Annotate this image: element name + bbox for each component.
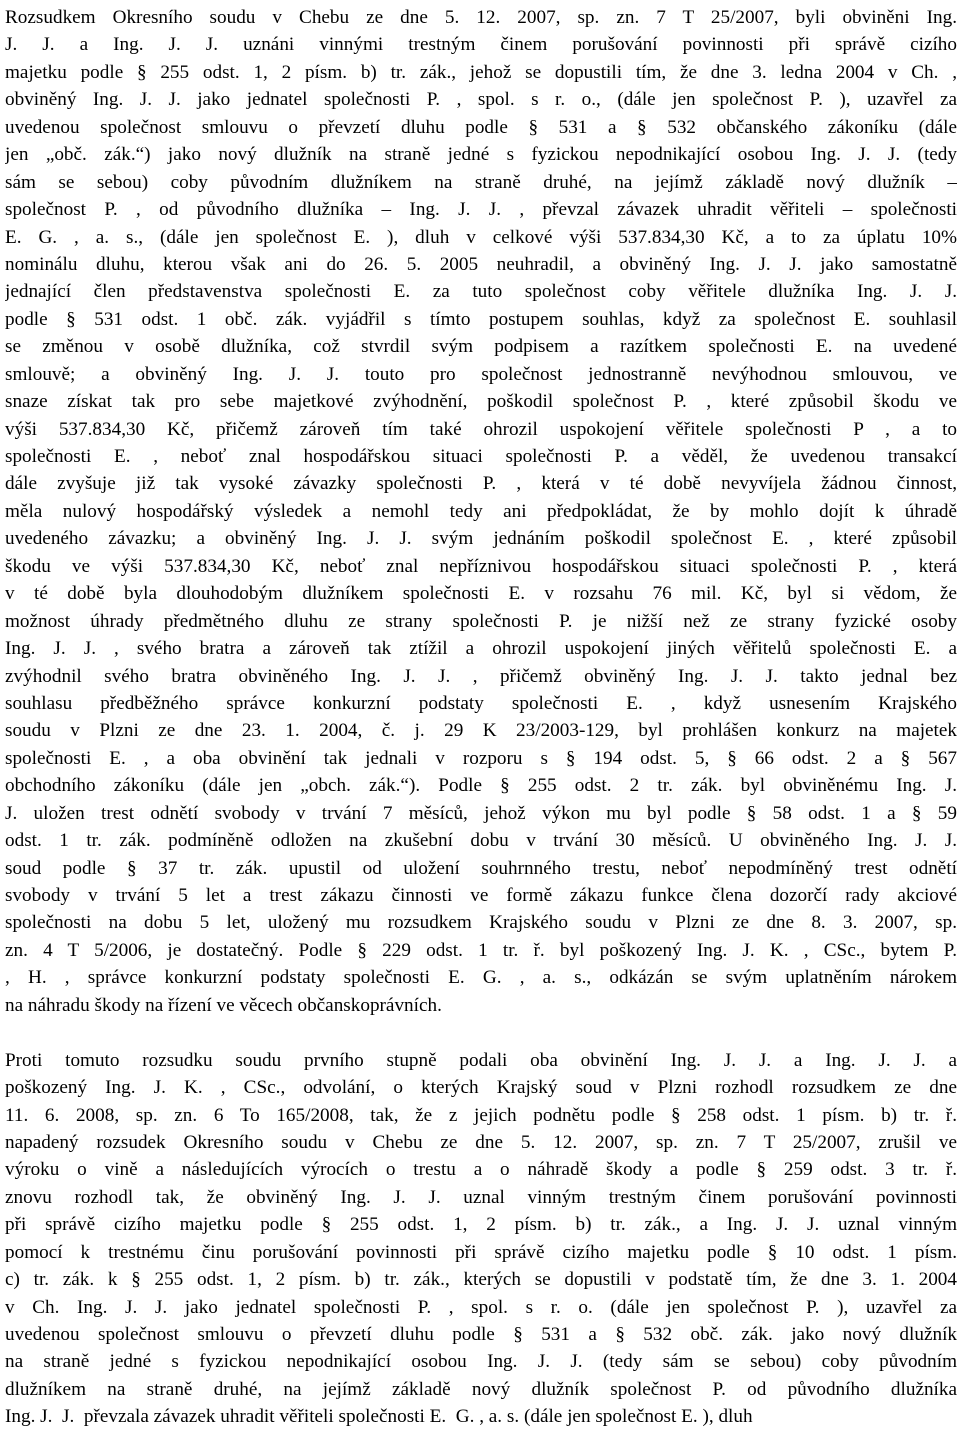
text-line: obchodního zákoníku (dále jen „obch. zák.“). Podle § 255 odst. 2 tr. zák. byl obviněnému Ing. J. — [5, 775, 957, 797]
text-line: majetku podle § 255 odst. 1, 2 písm. b) tr. zák., jehož se dopustili tím, že dne 3. ledna 2004 v Ch. , — [5, 61, 957, 83]
text-line: v té době byla dlouhodobým dlužníkem společnosti E. v rozsahu 76 mil. Kč, byl si vědom, že — [5, 583, 957, 605]
text-line: na náhradu škody na řízení ve věcech občanskoprávních. — [5, 994, 442, 1016]
text-line: uvedenou společnost smlouvu o převzetí dluhu podle § 531 a § 532 obč. zák. jako nový dlužník — [5, 1324, 957, 1345]
paragraph-gap — [5, 1019, 957, 1046]
text-line: , H. , správce konkurzní podstaty společnosti E. G. , a. s., odkázán se svým uplatněním nárokem — [5, 967, 957, 989]
text-line: při správě cizího majetku podle § 255 odst. 1, 2 písm. b) tr. zák., a Ing. J. J. uznal vinným — [5, 1214, 957, 1236]
text-line: soudu v Plzni ze dne 23. 1. 2004, č. j. 29 K 23/2003-129, byl prohlášen konkurz na majetek — [5, 720, 957, 742]
text-line: poškozený Ing. J. K. , CSc., odvolání, o kterých Krajský soud v Plzni rozhodl rozsudkem ze dne — [5, 1077, 957, 1099]
text-line: společnosti E. , a oba obvinění tak jednali v rozporu s § 194 odst. 5, § 66 odst. 2 a § 567 — [5, 747, 957, 769]
text-line: podle § 531 odst. 1 obč. zák. vyjádřil s tímto postupem souhlas, když za společnost E. souhlasil — [5, 308, 957, 330]
text-line: E. G. , a. s., (dále jen společnost E. ), dluh v celkové výši 537.834,30 Kč, a to za úplatu 10% — [5, 226, 957, 248]
text-line: dlužníkem na straně druhé, na jejímž základě nový dlužník společnost P. od původního dlužníka — [5, 1378, 957, 1400]
text-line: soud podle § 37 tr. zák. upustil od uložení souhrnného trestu, neboť nepodmíněný trest odnětí — [5, 857, 957, 879]
text-line: Ing. J. J. , svého bratra a zároveň tak ztížil a ohrozil uspokojení jiných věřitelů společnosti E. a — [5, 638, 957, 660]
text-line: smlouvě; a obviněný Ing. J. J. touto pro společnost jednostranně nevýhodnou smlouvou, ve — [5, 363, 957, 385]
text-line: J. J. a Ing. J. J. uznáni vinnými trestným činem porušování povinnosti při správě cizího — [5, 34, 957, 56]
text-line: zvýhodnil svého bratra obviněného Ing. J. J. , přičemž obviněný Ing. J. J. takto jednal bez — [5, 665, 957, 687]
text-line: odst. 1 tr. zák. podmíněně odložen na zkušební dobu v trvání 30 měsíců. U obviněného Ing. J. J. — [5, 830, 957, 852]
text-line: Proti tomuto rozsudku soudu prvního stupně podali oba obvinění Ing. J. J. a Ing. J. J. a — [5, 1049, 957, 1071]
text-line: jen „obč. zák.“) jako nový dlužník na straně jedné s fyzickou nepodnikající osobou Ing. J. J. (tedy — [5, 144, 957, 166]
text-line: souhlasu předběžného správce konkurzní podstaty společnosti E. , když usnesením Krajského — [5, 692, 957, 714]
text-line: pomocí k trestnému činu porušování povinnosti při správě cizího majetku podle § 10 odst. 1 písm. — [5, 1241, 957, 1263]
text-line: společnosti E. , neboť znal hospodářskou situaci společnosti P. a věděl, že uvedenou transakcí — [5, 446, 957, 467]
text-line: Rozsudkem Okresního soudu v Chebu ze dne 5. 12. 2007, sp. zn. 7 T 25/2007, byli obviněni Ing. — [5, 7, 957, 28]
text-line: napadený rozsudek Okresního soudu v Chebu ze dne 5. 12. 2007, sp. zn. 7 T 25/2007, zrušil ve — [5, 1131, 957, 1153]
text-line: škodu ve výši 537.834,30 Kč, neboť znal nepříznivou hospodářskou situaci společnosti P. , která — [5, 555, 957, 577]
paragraph-appeal — [5, 1047, 957, 1431]
text-line: měla nulový hospodářský výsledek a nemohl tedy ani předpokládat, že by mohlo dojít k úhradě — [5, 500, 957, 522]
text-line: jednající člen představenstva společnosti E. za tuto společnost coby věřitele dlužníka Ing. J. J. — [5, 281, 957, 303]
text-line: výroku o vině a následujících výrocích o trestu a o náhradě škody a podle § 259 odst. 3 tr. ř. — [5, 1159, 957, 1181]
text-line: výši 537.834,30 Kč, přičemž zároveň tím také ohrozil uspokojení věřitele společnosti P , a to — [5, 418, 957, 440]
text-line: zn. 4 T 5/2006, je dostatečný. Podle § 229 odst. 1 tr. ř. byl poškozený Ing. J. K. , CSc., bytem P. — [5, 939, 957, 961]
text-line: společnost P. , od původního dlužníka – Ing. J. J. , převzal závazek uhradit věřiteli – společnosti — [5, 199, 957, 221]
text-line: uvedenou společnost smlouvu o převzetí dluhu podle § 531 a § 532 občanského zákoníku (dále — [5, 116, 957, 138]
text-line: c) tr. zák. k § 255 odst. 1, 2 písm. b) tr. zák., kterých se dopustili v podstatě tím, že dne 3. 1. 2004 — [5, 1269, 957, 1291]
text-line: svobody v trvání 5 let a trest zákazu činnosti ve formě zákazu funkce člena dozorčí rady akciové — [5, 885, 957, 906]
text-line: společnosti na dobu 5 let, uložený mu rozsudkem Krajského soudu v Plzni ze dne 8. 3. 2007, sp. — [5, 912, 957, 934]
text-line: na straně jedné s fyzickou nepodnikající osobou Ing. J. J. (tedy sám se sebou) coby původním — [5, 1351, 957, 1373]
text-line: sám se sebou) coby původním dlužníkem na straně druhé, na jejímž základě nový dlužník – — [5, 171, 957, 193]
text-line: Ing. J. J. převzala závazek uhradit věřiteli společnosti E. G. , a. s. (dále jen společnost E. ), dluh — [5, 1406, 753, 1428]
text-line: dále zvyšuje již tak vysoké závazky společnosti P. , která v té době nevyvíjela žádnou činnost, — [5, 473, 957, 495]
text-line: možnost úhrady předmětného dluhu ze strany společnosti P. je nižší než ze strany fyzické osoby — [5, 610, 957, 632]
text-line: obviněný Ing. J. J. jako jednatel společnosti P. , spol. s r. o., (dále jen společnost P. ), uzavřel za — [5, 89, 957, 111]
text-line: znovu rozhodl tak, že obviněný Ing. J. J. uznal vinným trestným činem porušování povinnosti — [5, 1186, 957, 1208]
text-line: snaze získat tak pro sebe majetkové zvýhodnění, poškodil společnost P. , které způsobil škodu ve — [5, 391, 957, 413]
document-page — [5, 4, 957, 1431]
text-line: uvedeného závazku; a obviněný Ing. J. J. svým jednáním poškodil společnost E. , které způsobil — [5, 528, 957, 550]
text-line: v Ch. Ing. J. J. jako jednatel společnosti P. , spol. s r. o. (dále jen společnost P. ), uzavřel za — [5, 1296, 957, 1318]
text-line: se změnou v osobě dlužníka, což stvrdil svým podpisem a razítkem společnosti E. na uvedené — [5, 336, 957, 358]
text-line: 11. 6. 2008, sp. zn. 6 To 165/2008, tak, že z jejich podnětu podle § 258 odst. 1 písm. b) tr. ř. — [5, 1104, 957, 1126]
text-line: nominálu dluhu, kterou však ani do 26. 5. 2005 neuhradil, a obviněný Ing. J. J. jako samostatně — [5, 253, 957, 275]
paragraph-judgment-first-instance — [5, 4, 957, 1019]
text-line: J. uložen trest odnětí svobody v trvání 7 měsíců, jehož výkon mu byl podle § 58 odst. 1 a § 59 — [5, 802, 957, 824]
